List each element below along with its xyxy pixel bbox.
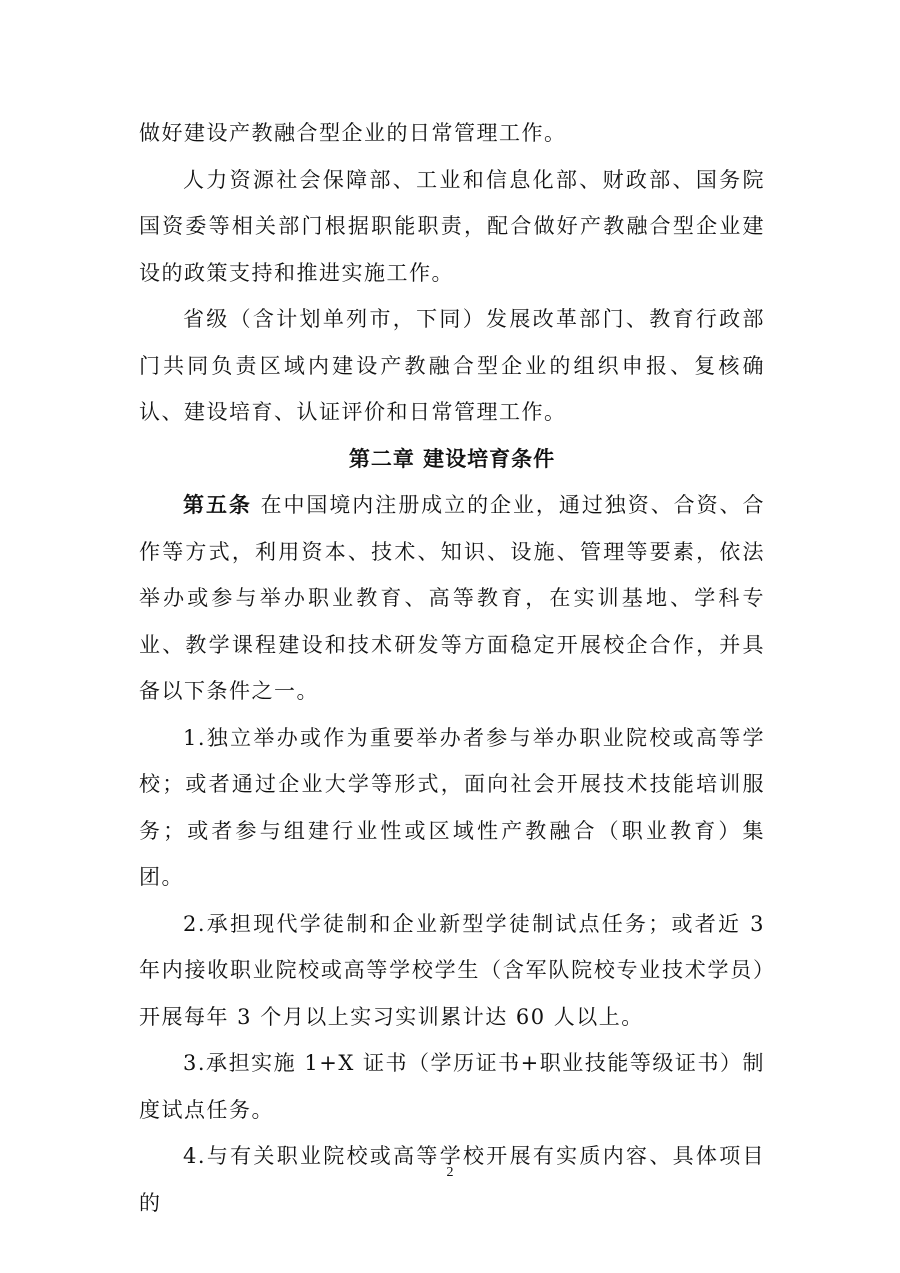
article-five bbox=[139, 482, 765, 715]
paragraph-provincial: 省级（含计划单列市，下同）发展改革部门、教育行政部门共同负责区域内建设产教融合型企业的组织申报、复核确认、建设培育、认证评价和日常管理工作。 bbox=[139, 307, 765, 424]
condition-item: 4.与有关职业院校或高等学校开展有实质内容、具体项目的 bbox=[139, 1144, 765, 1215]
condition-item: 2.承担现代学徒制和企业新型学徒制试点任务；或者近 3 年内接收职业院校或高等学校学生（含军队院校专业技术学员）开展每年 3 个月以上实习实训累计达 60 人以上。 bbox=[139, 911, 765, 1029]
document-body bbox=[139, 110, 765, 1226]
paragraph-ministries: 人力资源社会保障部、工业和信息化部、财政部、国务院国资委等相关部门根据职能职责，配合做好产教融合型企业建设的政策支持和推进实施工作。 bbox=[139, 167, 765, 285]
article-text: 在中国境内注册成立的企业，通过独资、合资、合作等方式，利用资本、技术、知识、设施、管理等要素，依法举办或参与举办职业教育、高等教育，在实训基地、学科专业、教学课程建设和技术研发等方面稳定开展校企合作，并具备以下条件之一。 bbox=[139, 493, 766, 703]
article-label: 第五条 bbox=[183, 493, 252, 517]
condition-item: 3.承担实施 1+X 证书（学历证书+职业技能等级证书）制度试点任务。 bbox=[139, 1051, 765, 1122]
chapter-heading: 第二章 建设培育条件 bbox=[348, 446, 556, 471]
paragraph-continuation: 做好建设产教融合型企业的日常管理工作。 bbox=[139, 121, 567, 145]
condition-item: 1.独立举办或作为重要举办者参与举办职业院校或高等学校；或者通过企业大学等形式，面向社会开展技术技能培训服务；或者参与组建行业性或区域性产教融合（职业教育）集团。 bbox=[139, 725, 765, 889]
page-number: 2 bbox=[446, 1165, 454, 1180]
